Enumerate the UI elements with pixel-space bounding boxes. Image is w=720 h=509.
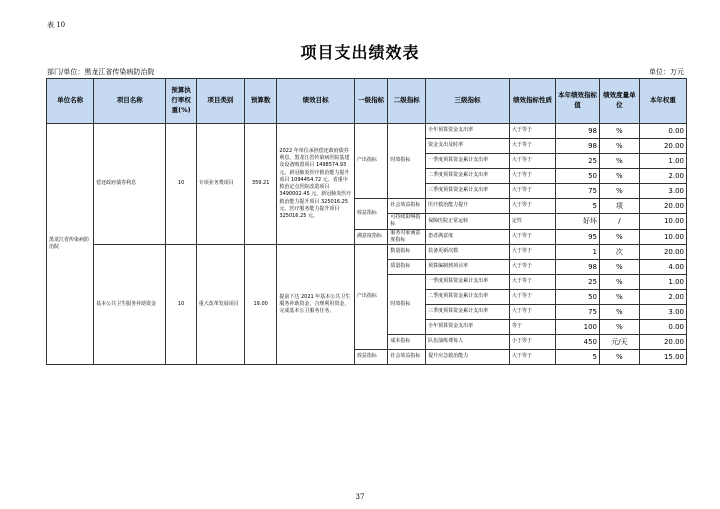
level3-indicator-cell: 预算编制到项目率 [426, 260, 510, 275]
project-name-cell: 偿还政府债券利息 [94, 124, 166, 245]
measure-unit-cell: % [599, 305, 639, 320]
table-number: 表 10 [47, 21, 66, 29]
annual-weight-cell: 1.00 [639, 275, 686, 290]
level2-indicator-cell: 社会效益指标 [388, 350, 426, 365]
measure-unit-cell: 项 [599, 199, 639, 214]
page-number: 37 [355, 493, 365, 501]
indicator-value-cell: 98 [556, 124, 600, 139]
indicator-value-cell: 100 [556, 320, 600, 335]
indicator-nature-cell: 大于等于 [509, 169, 555, 184]
table-header-row [47, 79, 687, 124]
header-cell: 项目名称 [94, 79, 166, 124]
indicator-value-cell: 5 [556, 350, 600, 365]
level3-indicator-cell: 全年预算资金支出率 [426, 124, 510, 139]
annual-weight-cell: 2.00 [639, 290, 686, 305]
level3-indicator-cell: 全年预算资金支出率 [426, 320, 510, 335]
annual-weight-cell: 20.00 [639, 199, 686, 214]
level1-indicator-cell: 效益指标 [354, 350, 388, 365]
level1-indicator-cell: 产出指标 [354, 124, 388, 199]
header-cell: 单位名称 [47, 79, 94, 124]
indicator-nature-cell: 大于等于 [509, 245, 555, 260]
indicator-value-cell: 1 [556, 245, 600, 260]
indicator-nature-cell: 大于等于 [509, 139, 555, 154]
indicator-value-cell: 好坏 [556, 214, 600, 230]
annual-weight-cell: 4.00 [639, 260, 686, 275]
level3-indicator-cell: 保障医院正常运转 [426, 214, 510, 230]
measure-unit-cell: % [599, 154, 639, 169]
level3-indicator-cell: 三季度预算资金累计支出率 [426, 184, 510, 199]
level2-indicator-cell: 服务对象满意度指标 [388, 229, 426, 245]
table-row [47, 124, 687, 139]
unit-name-cell: 黑龙江省传染病防治院 [47, 124, 94, 365]
measure-unit-cell: % [599, 184, 639, 199]
annual-weight-cell: 20.00 [639, 245, 686, 260]
indicator-nature-cell: 大于等于 [509, 305, 555, 320]
indicator-nature-cell: 大于等于 [509, 290, 555, 305]
annual-weight-cell: 15.00 [639, 350, 686, 365]
level2-indicator-cell: 社会效益指标 [388, 199, 426, 214]
indicator-value-cell: 25 [556, 154, 600, 169]
project-category-cell: 专项业务费项目 [196, 124, 244, 245]
indicator-nature-cell: 大于等于 [509, 199, 555, 214]
level3-indicator-cell: 队伍演练费每人 [426, 335, 510, 350]
measure-unit-cell: / [599, 214, 639, 230]
currency-unit-label: 单位：万元 [649, 68, 684, 76]
annual-weight-cell: 1.00 [639, 154, 686, 169]
measure-unit-cell: % [599, 229, 639, 245]
level3-indicator-cell: 患者满意度 [426, 229, 510, 245]
budget-cell: 359.21 [244, 124, 276, 245]
header-cell: 绩效目标 [277, 79, 355, 124]
level3-indicator-cell: 一季度预算资金累计支出率 [426, 275, 510, 290]
header-cell: 绩效指标性质 [509, 79, 555, 124]
annual-weight-cell: 20.00 [639, 139, 686, 154]
level3-indicator-cell: 提升应急救治能力 [426, 350, 510, 365]
indicator-nature-cell: 大于等于 [509, 260, 555, 275]
measure-unit-cell: 元/天 [599, 335, 639, 350]
level3-indicator-cell: 二季度预算资金累计支出率 [426, 169, 510, 184]
measure-unit-cell: % [599, 260, 639, 275]
indicator-value-cell: 75 [556, 184, 600, 199]
level1-indicator-cell: 产出指标 [354, 245, 388, 350]
annual-weight-cell: 2.00 [639, 169, 686, 184]
measure-unit-cell: % [599, 320, 639, 335]
indicator-nature-cell: 大于等于 [509, 350, 555, 365]
measure-unit-cell: % [599, 124, 639, 139]
indicator-value-cell: 50 [556, 169, 600, 184]
level2-indicator-cell: 数量指标 [388, 245, 426, 260]
indicator-nature-cell: 小于等于 [509, 335, 555, 350]
measure-unit-cell: % [599, 350, 639, 365]
level1-indicator-cell: 满意度指标 [354, 229, 388, 245]
level2-indicator-cell: 可持续影响指标 [388, 214, 426, 230]
measure-unit-cell: 次 [599, 245, 639, 260]
indicator-nature-cell: 等于 [509, 320, 555, 335]
indicator-value-cell: 50 [556, 290, 600, 305]
indicator-nature-cell: 大于等于 [509, 154, 555, 169]
indicator-nature-cell: 大于等于 [509, 275, 555, 290]
execution-weight-cell: 10 [166, 245, 196, 365]
level3-indicator-cell: 三季度预算资金累计支出率 [426, 305, 510, 320]
level3-indicator-cell: 医疗救治能力提升 [426, 199, 510, 214]
department-label: 部门/单位：黑龙江省传染病防治院 [47, 68, 155, 76]
project-category-cell: 重大改革发展项目 [196, 245, 244, 365]
level3-indicator-cell: 资金支出及时率 [426, 139, 510, 154]
header-cell: 预算执行率权重(%) [166, 79, 196, 124]
level3-indicator-cell: 二季度预算资金累计支出率 [426, 290, 510, 305]
project-name-cell: 基本公共卫生服务补助资金 [94, 245, 166, 365]
indicator-nature-cell: 定性 [509, 214, 555, 230]
annual-weight-cell: 0.00 [639, 320, 686, 335]
header-cell: 预算数 [244, 79, 276, 124]
measure-unit-cell: % [599, 290, 639, 305]
indicator-value-cell: 98 [556, 260, 600, 275]
measure-unit-cell: % [599, 169, 639, 184]
header-cell: 三级指标 [426, 79, 510, 124]
table-row [47, 245, 687, 260]
header-cell: 二级指标 [388, 79, 426, 124]
annual-weight-cell: 10.00 [639, 214, 686, 230]
annual-weight-cell: 10.00 [639, 229, 686, 245]
page-title: 项目支出绩效表 [300, 43, 420, 62]
level1-indicator-cell: 效益指标 [354, 199, 388, 230]
header-cell: 绩效度量单位 [599, 79, 639, 124]
indicator-nature-cell: 大于等于 [509, 124, 555, 139]
level2-indicator-cell: 质量指标 [388, 260, 426, 275]
level2-indicator-cell: 时效指标 [388, 124, 426, 199]
indicator-value-cell: 450 [556, 335, 600, 350]
indicator-nature-cell: 大于等于 [509, 229, 555, 245]
level3-indicator-cell: 一季度预算资金累计支出率 [426, 154, 510, 169]
indicator-value-cell: 25 [556, 275, 600, 290]
annual-weight-cell: 3.00 [639, 305, 686, 320]
annual-weight-cell: 3.00 [639, 184, 686, 199]
performance-goal-cell: 2022 年单位承担偿还政府债券利息，黑龙江省传染病医院基建及设备购置项目 1498574.93 元、新冠肺炎医疗救治能力提升项目 1094454.72 元、省重中救治定点医院改造项目 3490002.45 元、新冠肺炎医疗救治能力提升项目 325016.25 元、医疗服务能力提升项目 325016.25 元。 [277, 124, 355, 245]
indicator-value-cell: 98 [556, 139, 600, 154]
indicator-value-cell: 75 [556, 305, 600, 320]
annual-weight-cell: 0.00 [639, 124, 686, 139]
annual-weight-cell: 20.00 [639, 335, 686, 350]
measure-unit-cell: % [599, 275, 639, 290]
budget-cell: 19.00 [244, 245, 276, 365]
header-cell: 一级指标 [354, 79, 388, 124]
header-cell: 本年权重 [639, 79, 686, 124]
measure-unit-cell: % [599, 139, 639, 154]
level2-indicator-cell: 成本指标 [388, 335, 426, 350]
performance-table [46, 78, 687, 365]
execution-weight-cell: 10 [166, 124, 196, 245]
indicator-value-cell: 5 [556, 199, 600, 214]
indicator-nature-cell: 大于等于 [509, 184, 555, 199]
header-cell: 本年绩效指标值 [556, 79, 600, 124]
performance-goal-cell: 提前下达 2021 年基本公共卫生服务补助资金，合理利用资金，完成基本公卫服务任务。 [277, 245, 355, 365]
indicator-value-cell: 95 [556, 229, 600, 245]
level2-indicator-cell: 时效指标 [388, 275, 426, 335]
level3-indicator-cell: 装备更新次数 [426, 245, 510, 260]
header-cell: 项目类别 [196, 79, 244, 124]
